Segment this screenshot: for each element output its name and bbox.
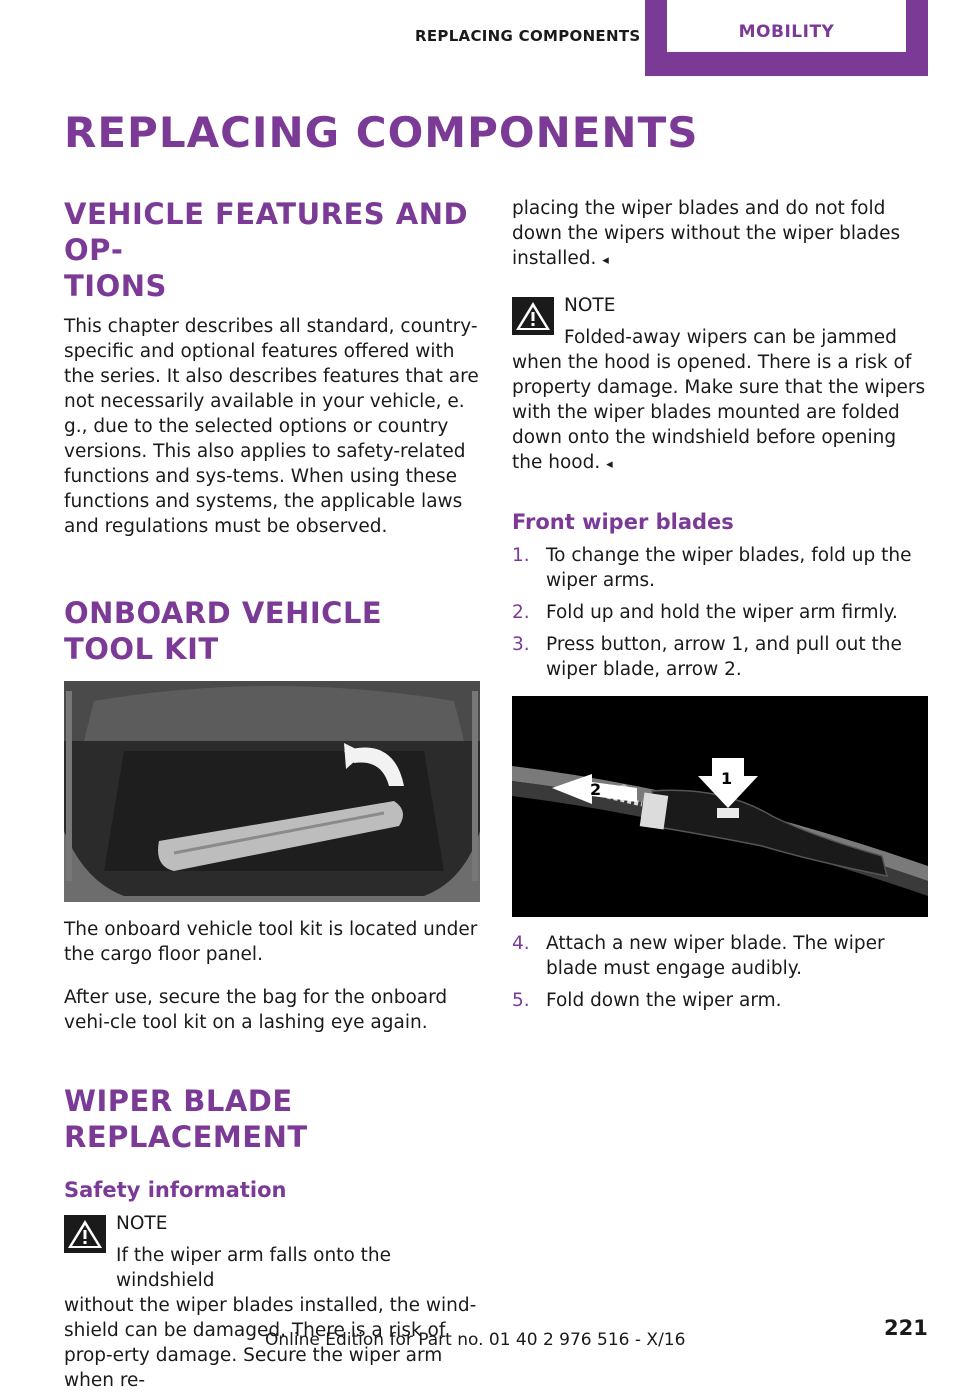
note1-continuation: placing the wiper blades and do not fold down the wipers without the wiper blades installed. ◂	[512, 198, 901, 269]
step-item: 3. Press button, arrow 1, and pull out the wiper blade, arrow 2.	[512, 634, 902, 680]
header-section-title: REPLACING COMPONENTS	[415, 27, 641, 45]
step-item: 4. Attach a new wiper blade. The wiper blade must engage audibly.	[512, 933, 885, 979]
safety-info-heading: Safety information	[64, 1178, 287, 1202]
toolkit-location-text: The onboard vehicle tool kit is located under the cargo floor panel.	[64, 919, 478, 965]
footer-edition: Online Edition for Part no. 01 40 2 976 516 - X/16	[265, 1330, 686, 1350]
note2-text: when the hood is opened. There is a risk of property damage. Make sure that the wipers with the wiper blades mounted are folded down onto the windshield before opening the hood. ◂	[512, 352, 926, 473]
page-number: 221	[884, 1316, 928, 1340]
front-wiper-heading: Front wiper blades	[512, 510, 734, 534]
note-label: NOTE	[116, 1213, 168, 1234]
toolkit-secure-text: After use, secure the bag for the onboard vehi‐cle tool kit on a lashing eye again.	[64, 987, 448, 1033]
warning-triangle-icon	[512, 297, 554, 335]
step-item: 5. Fold down the wiper arm.	[512, 990, 782, 1011]
note2-text-first-line: Folded-away wipers can be jammed	[564, 327, 897, 348]
toolkit-heading: ONBOARD VEHICLE TOOL KIT	[64, 596, 383, 666]
header-tab-label: MOBILITY	[738, 22, 835, 42]
left-column	[64, 196, 482, 1393]
wiper-blade-photo	[512, 696, 928, 917]
wiper-heading: WIPER BLADE REPLACEMENT	[64, 1084, 308, 1154]
note-label: NOTE	[564, 295, 616, 316]
features-heading: VEHICLE FEATURES AND OP‐ TIONS	[64, 197, 469, 303]
arrow-1-label: 1	[721, 769, 733, 788]
end-mark-icon: ◂	[602, 253, 609, 268]
right-column	[512, 196, 932, 1020]
tool-kit-photo	[64, 681, 480, 902]
step-item: 1. To change the wiper blades, fold up the wiper arms.	[512, 545, 912, 591]
warning-triangle-icon	[64, 1215, 106, 1253]
steps-list-a	[512, 543, 932, 682]
arrow-2-label: 2	[590, 780, 602, 799]
features-body: This chapter describes all standard, country-specific and optional features offered with the series. It also describes features that are not necessarily available in your vehicle, e. g., due to the selected options or country versions. This also applies to safety-related functions and sys‐tems. When using these functions and systems, the applicable laws and regulations must be observed.	[64, 316, 479, 537]
note-folded-wipers	[512, 293, 932, 477]
step-item: 2. Fold up and hold the wiper arm firmly.	[512, 602, 898, 623]
note1-text-first-line: If the wiper arm falls onto the windshield	[116, 1245, 391, 1291]
note-wiper-arm	[64, 1211, 482, 1393]
end-mark-icon: ◂	[606, 457, 613, 472]
page-title: REPLACING COMPONENTS	[64, 108, 699, 157]
note1-text: without the wiper blades installed, the wind‐shield can be damaged. There is a risk of prop‐erty damage. Secure the wiper arm when re‐	[64, 1295, 477, 1391]
header-tab	[645, 0, 928, 76]
steps-list-b	[512, 931, 932, 1013]
